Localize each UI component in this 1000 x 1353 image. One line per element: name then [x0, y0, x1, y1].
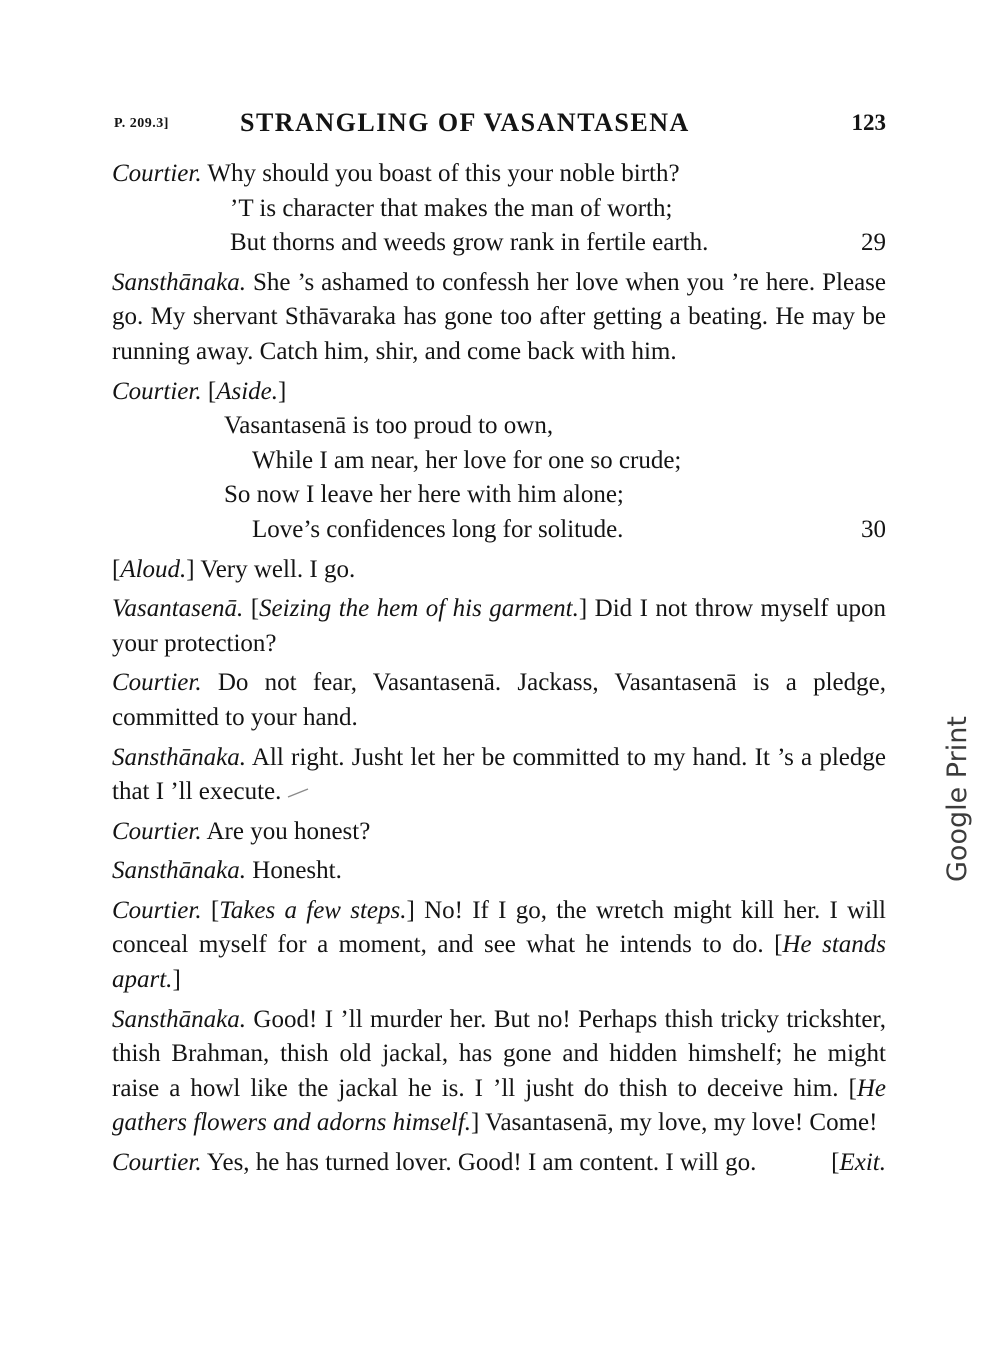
- speaker-label: Courtier.: [112, 377, 202, 405]
- verse-line: So now I leave her here with him alone;: [224, 481, 624, 509]
- speech-vasantasena-1: [112, 592, 886, 661]
- verse-29: [112, 192, 886, 261]
- watermark-text: Google Print: [942, 716, 973, 882]
- speaker-label: Vasantasenā.: [112, 595, 244, 623]
- google-print-watermark: [936, 710, 1000, 890]
- stage-direction: Takes a few steps.: [219, 896, 407, 924]
- speaker-label: Courtier.: [112, 896, 202, 924]
- speech-courtier-5: [112, 1146, 886, 1181]
- speaker-label: Courtier.: [112, 669, 202, 697]
- bracket-close: ]: [172, 966, 181, 994]
- verse-line: Love’s confidences long for solitude.: [252, 515, 624, 543]
- speech-courtier-aside: [112, 375, 886, 410]
- stage-direction: Aside.: [216, 377, 278, 405]
- speech-courtier-3: [112, 815, 886, 850]
- bracket-close: ]: [277, 377, 287, 405]
- stage-direction: He stands apart.: [112, 931, 886, 994]
- verse-line: ’T is character that makes the man of worth;: [230, 194, 673, 222]
- speech-text: Honesht.: [246, 857, 342, 885]
- verse-number: 30: [861, 515, 886, 543]
- running-header: [112, 104, 886, 142]
- speaker-label: Sansthānaka.: [112, 743, 247, 771]
- bracket-open: [: [201, 896, 220, 924]
- speech-text: She ’s ashamed to confessh her love when you ’re here. Please go. My shervant Sthāvaraka has gone too after getting a beating. He may be running away. Catch him, shir, and come back with him.: [112, 268, 886, 365]
- speech-text: Do not fear, Vasantasenā. Jackass, Vasantasenā is a pledge, committed to your hand.: [112, 669, 886, 731]
- verse-line-with-number: [112, 513, 886, 548]
- speaker-label: Sansthānaka.: [112, 1005, 247, 1033]
- speaker-label: Sansthānaka.: [112, 268, 247, 296]
- verse-line-with-number: [112, 226, 886, 261]
- page-reference: P. 209.3]: [114, 116, 169, 131]
- chapter-title: STRANGLING OF VASANTASENA: [240, 108, 690, 137]
- speech-aloud: [112, 553, 886, 588]
- speech-sansthanaka-4: [112, 1003, 886, 1141]
- verse-line: While I am near, her love for one so crude;: [252, 446, 682, 474]
- bracket-open: [: [831, 1149, 840, 1177]
- speech-text: ] No! If I go, the wretch might kill her. I will conceal myself for a moment, and see what he intends to do. [: [112, 896, 886, 959]
- speech-text: All right. Jusht let her be committed to my hand. It ’s a pledge that I ’ll execute.: [112, 743, 886, 806]
- stage-direction: Aloud.: [120, 555, 187, 583]
- verse-line: But thorns and weeds grow rank in fertile earth.: [230, 229, 709, 257]
- speech-courtier-1: [112, 157, 886, 192]
- page-number: 123: [851, 110, 886, 135]
- verse-line: Vasantasenā is too proud to own,: [224, 412, 554, 440]
- speech-courtier-4: [112, 894, 886, 998]
- stage-direction: Seizing the hem of his garment.: [259, 595, 579, 623]
- speech-text: Good! I ’ll murder her. But no! Perhaps thish tricky trickshter, thish Brahman, thish old jackal, has gone and hidden himshelf; he might raise a howl like the jackal he is. I ’ll jusht do thish to deceive him. [: [112, 1005, 886, 1102]
- bracket-open: [: [201, 377, 217, 405]
- speech-text: ] Very well. I go.: [186, 555, 356, 583]
- speaker-label: Courtier.: [112, 1149, 202, 1177]
- speech-sansthanaka-2: [112, 741, 886, 810]
- speech-text: ] Did I not throw myself upon your protection?: [112, 595, 887, 657]
- bracket-open: [: [243, 595, 260, 623]
- speech-text: Why should you boast of this your noble birth?: [201, 160, 680, 187]
- speaker-label: Sansthānaka.: [112, 857, 247, 885]
- exit-direction: [831, 1146, 886, 1181]
- verse-30: [112, 409, 886, 547]
- speech-text: ] Vasantasenā, my love, my love! Come!: [471, 1109, 878, 1137]
- speaker-label: Courtier.: [112, 817, 202, 845]
- pencil-mark-icon: [287, 787, 309, 799]
- verse-number: 29: [861, 229, 886, 257]
- speech-sansthanaka-1: [112, 266, 886, 370]
- stage-direction: He gathers flowers and adorns himself.: [112, 1074, 886, 1137]
- book-page: [112, 104, 886, 1181]
- speaker-label: Courtier.: [112, 160, 202, 187]
- speech-courtier-2: [112, 666, 886, 735]
- bracket-open: [: [112, 555, 121, 583]
- stage-direction: Exit.: [839, 1149, 886, 1177]
- speech-sansthanaka-3: [112, 854, 886, 889]
- speech-text: Are you honest?: [201, 817, 371, 845]
- speech-text: Yes, he has turned lover. Good! I am content. I will go.: [201, 1149, 757, 1177]
